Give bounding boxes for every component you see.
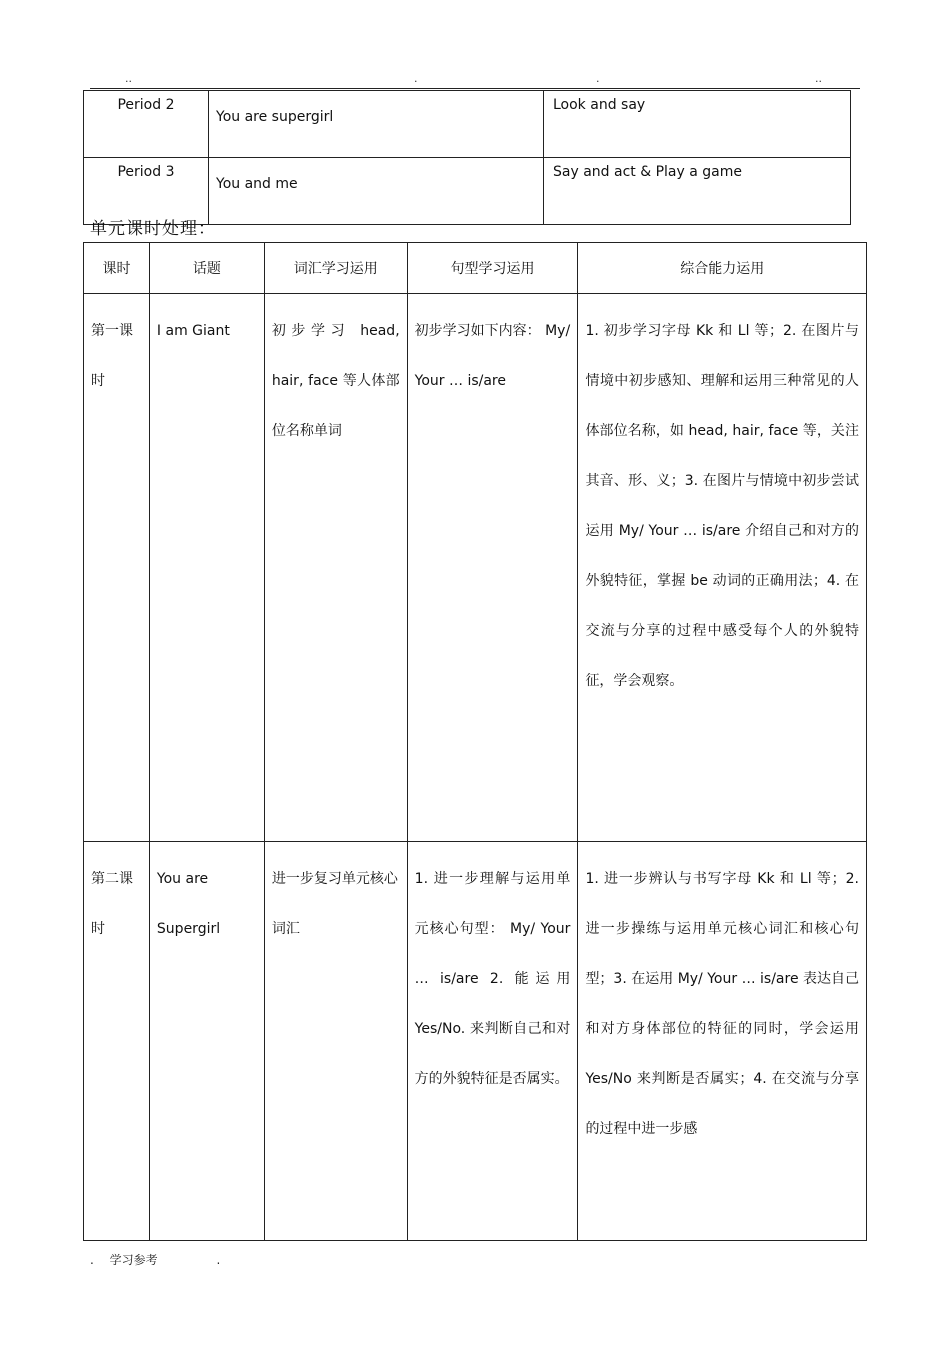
topic-cell: I am Giant — [149, 294, 264, 842]
column-header: 句型学习运用 — [407, 243, 578, 294]
header-mark-1: .. — [125, 72, 132, 85]
lesson-table — [83, 242, 867, 1241]
table-row — [84, 842, 867, 1241]
period-cell: Period 2 — [84, 91, 209, 158]
column-header: 课时 — [84, 243, 150, 294]
ability-cell: 1. 进一步辨认与书写字母 Kk 和 Ll 等；2. 进一步操练与运用单元核心词汇和核心句型；3. 在运用 My/ Your … is/are 表达自己和对方身体部位的特征的同时，学会运用 Yes/No 来判断是否属实；4. 在交流与分享的过程中进一步感 — [578, 842, 867, 1241]
activity-cell: Say and act & Play a game — [544, 158, 851, 225]
footer — [90, 1251, 232, 1268]
section-title: 单元课时处理： — [90, 219, 216, 239]
table-row — [84, 294, 867, 842]
period-cell: Period 3 — [84, 158, 209, 225]
lesson-cell: 第二课时 — [84, 842, 150, 1241]
table-row — [84, 91, 851, 158]
vocab-cell: 初步学习 head, hair, face 等人体部位名称单词 — [264, 294, 407, 842]
footer-right-mark: . — [216, 1253, 221, 1267]
topic-cell: You are supergirl — [209, 91, 544, 158]
topic-cell: You are Supergirl — [149, 842, 264, 1241]
header-mark-2: . — [414, 72, 418, 85]
column-header: 词汇学习运用 — [264, 243, 407, 294]
column-header: 话题 — [149, 243, 264, 294]
sentence-cell: 初步学习如下内容： My/ Your … is/are — [407, 294, 578, 842]
period-table — [83, 90, 851, 225]
activity-cell: Look and say — [544, 91, 851, 158]
header-mark-4: .. — [815, 72, 822, 85]
ability-cell: 1. 初步学习字母 Kk 和 Ll 等；2. 在图片与情境中初步感知、理解和运用三种常见的人体部位名称，如 head, hair, face 等，关注其音、形、义；3. 在图片与情境中初步尝试运用 My/ Your … is/are 介绍自己和对方的外貌特征，掌握 be 动词的正确用法；4. 在交流与分享的过程中感受每个人的外貌特征，学会观察。 — [578, 294, 867, 842]
header-mark-3: . — [596, 72, 600, 85]
topic-cell: You and me — [209, 158, 544, 225]
vocab-cell: 进一步复习单元核心词汇 — [264, 842, 407, 1241]
column-header: 综合能力运用 — [578, 243, 867, 294]
footer-text: 学习参考 — [109, 1253, 158, 1267]
lesson-cell: 第一课时 — [84, 294, 150, 842]
sentence-cell: 1. 进一步理解与运用单元核心句型： My/ Your … is/are 2. 能运用 Yes/No. 来判断自己和对方的外貌特征是否属实。 — [407, 842, 578, 1241]
header-rule — [90, 88, 860, 89]
footer-left-mark: . — [90, 1253, 94, 1267]
table-header-row — [84, 243, 867, 294]
